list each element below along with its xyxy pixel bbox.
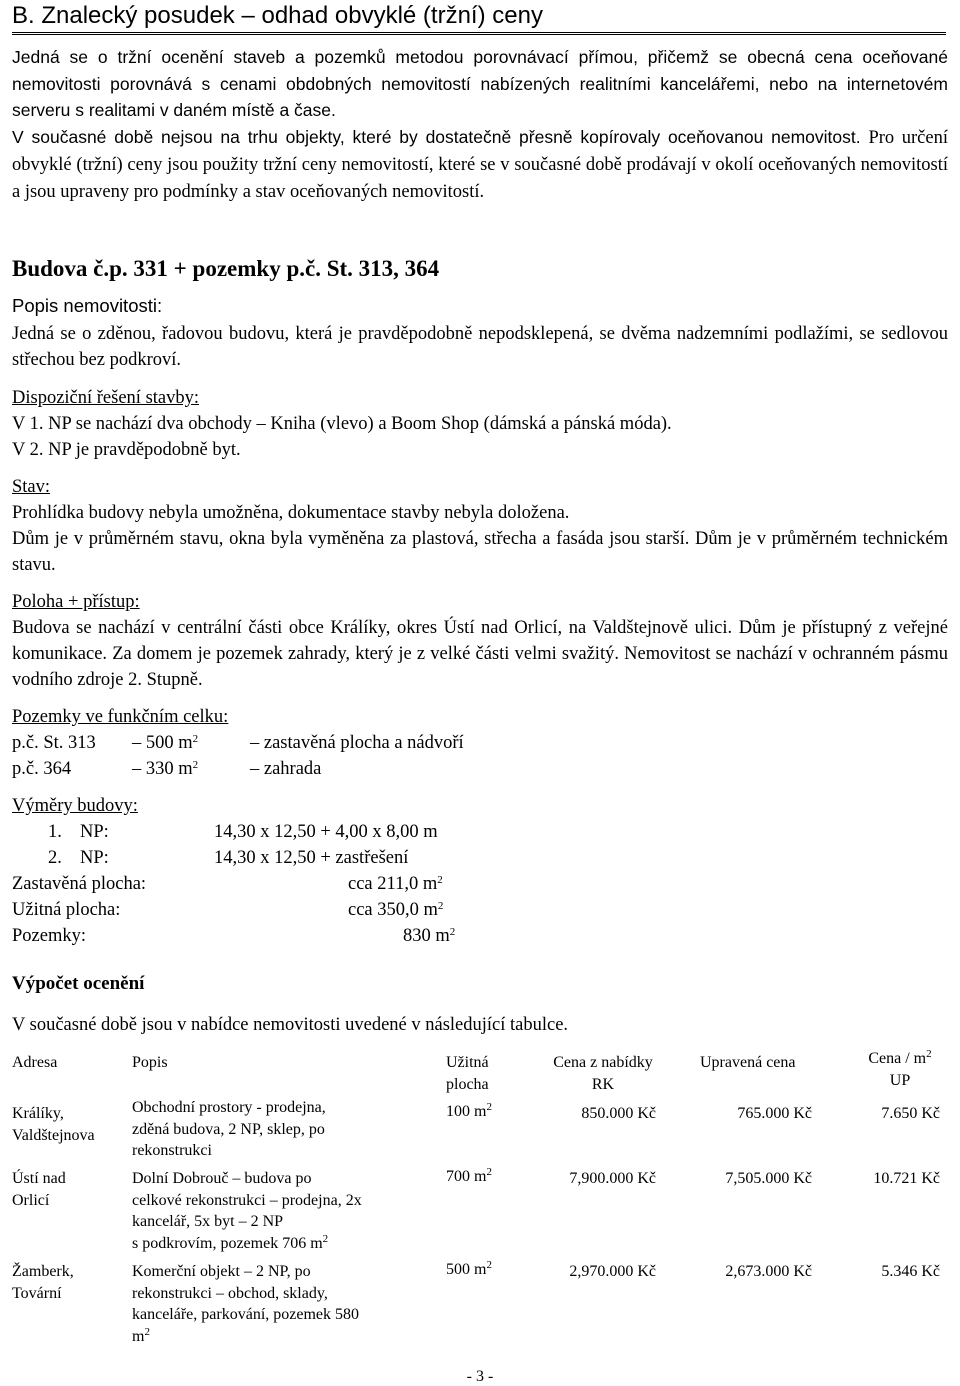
zastavena-label: Zastavěná plocha: xyxy=(12,874,147,894)
pozemek-area: – 500 $m^2$ xyxy=(132,733,199,753)
vymera-value: 14,30 x 12,50 + 4,00 x 8,00 m xyxy=(214,822,438,842)
table-row-upravena: 765.000 Kč xyxy=(737,1105,812,1122)
table-header-cena-m: Cena / $m^2$ UP xyxy=(868,1048,932,1089)
table-row-upravena: 2,673.000 Kč xyxy=(725,1263,812,1280)
pozemky-sum-value: 830 $m^2$ xyxy=(403,926,456,946)
pozemek-use: – zahrada xyxy=(250,759,322,779)
zastavena-value: cca 211,0 $m^2$ xyxy=(348,874,443,894)
uzitna-value: cca 350,0 $m^2$ xyxy=(348,900,444,920)
table-row-popis: Dolní Dobrouč – budova po celkové rekonstrukci – prodejna, 2x kancelář, 5x byt – 2 NP s podkrovím, pozemek 706 $m^2$ xyxy=(132,1170,362,1252)
table-row-plocha: 700 $m^2$ xyxy=(446,1166,492,1185)
table-header-upravena: Upravená cena xyxy=(700,1054,796,1071)
table-row-cena-m: 5.346 Kč xyxy=(881,1263,940,1280)
vymera-np: NP: xyxy=(80,848,109,868)
building-title: Budova č.p. 331 + pozemky p.č. St. 313, 364 xyxy=(12,256,440,281)
pozemky-sum-label: Pozemky: xyxy=(12,926,86,946)
stav-label: Stav: xyxy=(12,477,51,497)
popis-text: Jedná se o zděnou, řadovou budovu, která je pravděpodobně nepodsklepená, se dvěma nadzemními podlažími, se sedlovou střechou bez podkroví. xyxy=(12,324,948,370)
vypocet-intro: V současné době jsou v nabídce nemovitosti uvedené v následující tabulce. xyxy=(12,1015,569,1035)
vymera-value: 14,30 x 12,50 + zastřešení xyxy=(214,848,409,868)
section-heading: B. Znalecký posudek – odhad obvyklé (tržní) ceny xyxy=(12,2,946,35)
uzitna-label: Užitná plocha: xyxy=(12,900,121,920)
table-header-cena: Cena z nabídky RK xyxy=(553,1054,653,1093)
pozemek-area: – 330 $m^2$ xyxy=(132,759,199,779)
pozemky-label: Pozemky ve funkčním celku: xyxy=(12,707,229,727)
table-row-plocha: 100 $m^2$ xyxy=(446,1101,492,1120)
pozemek-id: p.č. St. 313 xyxy=(12,733,96,753)
vymery-label: Výměry budovy: xyxy=(12,796,138,816)
pozemek-use: – zastavěná plocha a nádvoří xyxy=(250,733,464,753)
table-row-cena-m: 10.721 Kč xyxy=(873,1170,940,1187)
intro-paragraph-2-rest: Pro určení obvyklé (tržní) ceny jsou použity tržní ceny nemovitostí, které se v současné době prodávají v okolí oceňovaných nemovitostí a jsou upraveny pro podmínky a stav oceňovaných nemovitostí. xyxy=(12,128,948,202)
vymera-floor: 2. xyxy=(48,848,62,868)
table-row-adresa: Žamberk, Tovární xyxy=(12,1263,74,1302)
table-row-cena: 850.000 Kč xyxy=(581,1105,656,1122)
vypocet-title: Výpočet ocenění xyxy=(12,973,145,994)
poloha-text: Budova se nachází v centrální části obce Králíky, okres Ústí nad Orlicí, na Valdštejnově ulici. Dům je přístupný z veřejné komunikace. Za domem je pozemek zahrady, který je z velké části velmi svažitý. Nemovitost se nachází v ochranném pásmu vodního zdroje 2. Stupně. xyxy=(12,618,948,690)
poloha-label: Poloha + přístup: xyxy=(12,592,140,612)
table-header-popis: Popis xyxy=(132,1054,168,1071)
table-row-cena: 2,970.000 Kč xyxy=(569,1263,656,1280)
table-header-uzitna: Užitná plocha xyxy=(446,1054,489,1093)
dispozice-line-1: V 1. NP se nachází dva obchody – Kniha (vlevo) a Boom Shop (dámská a pánská móda). xyxy=(12,414,672,434)
popis-label: Popis nemovitosti: xyxy=(12,295,163,316)
table-header-adresa: Adresa xyxy=(12,1054,58,1071)
dispozice-line-2: V 2. NP je pravděpodobně byt. xyxy=(12,440,241,460)
pozemek-id: p.č. 364 xyxy=(12,759,72,779)
table-row-adresa: Ústí nad Orlicí xyxy=(12,1170,66,1209)
table-row-cena: 7,900.000 Kč xyxy=(569,1170,656,1187)
vymera-np: NP: xyxy=(80,822,109,842)
intro-paragraph-1: Jedná se o tržní ocenění staveb a pozemků metodou porovnávací přímou, přičemž se obecná cena oceňované nemovitosti porovnává s cenami obdobných nemovitostí nabízených realitními kancelářemi, nebo na internetovém serveru s realitami v daném místě a čase. xyxy=(12,47,948,120)
table-row-plocha: 500 $m^2$ xyxy=(446,1259,492,1278)
stav-line-2: Dům je v průměrném stavu, okna byla vyměněna za plastová, střecha a fasáda jsou starší. Dům je v průměrném technickém stavu. xyxy=(12,529,948,575)
table-row-upravena: 7,505.000 Kč xyxy=(725,1170,812,1187)
table-row-cena-m: 7.650 Kč xyxy=(881,1105,940,1122)
vymera-floor: 1. xyxy=(48,822,62,842)
table-row-popis: Komerční objekt – 2 NP, po rekonstrukci – obchod, sklady, kanceláře, parkování, pozemek 580 $m^2$ xyxy=(132,1263,360,1345)
intro-paragraph-2-start: V současné době nejsou na trhu objekty, které by dostatečně přesně kopírovaly oceňovanou nemovitost. xyxy=(12,127,861,147)
dispozice-label: Dispoziční řešení stavby: xyxy=(12,388,200,408)
table-row-popis: Obchodní prostory - prodejna, zděná budova, 2 NP, sklep, po rekonstrukci xyxy=(132,1099,326,1159)
stav-line-1: Prohlídka budovy nebyla umožněna, dokumentace stavby nebyla doložena. xyxy=(12,503,570,523)
table-row-adresa: Králíky, Valdštejnova xyxy=(12,1105,95,1144)
page-number: - 3 - xyxy=(466,1368,494,1385)
intro-paragraph-2 xyxy=(12,124,948,205)
